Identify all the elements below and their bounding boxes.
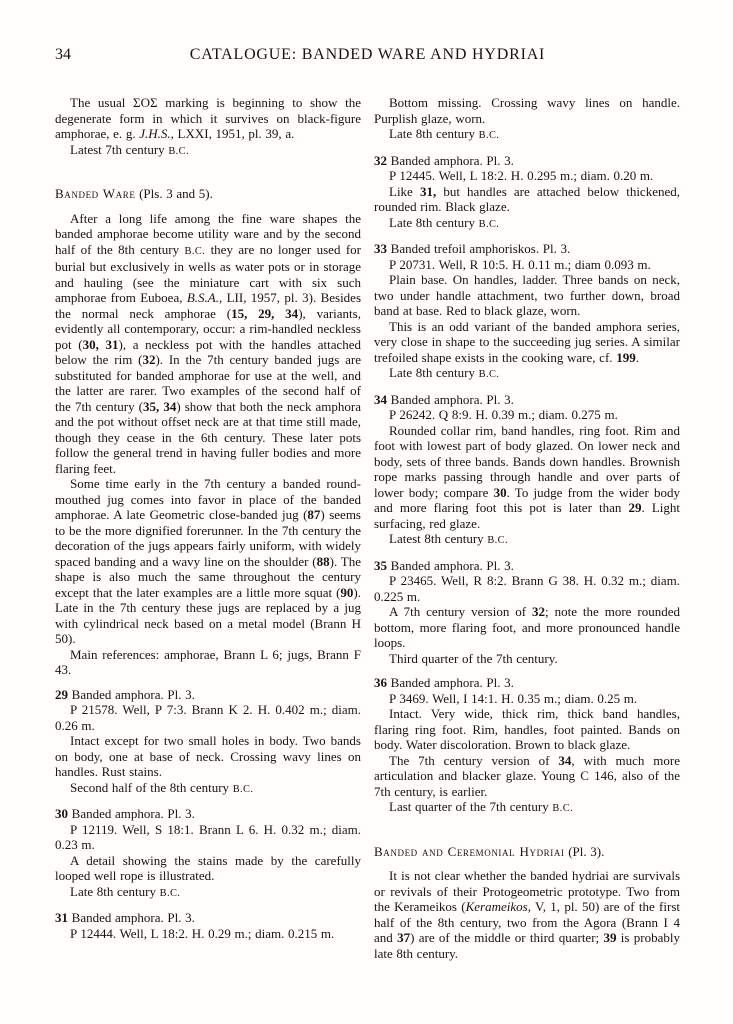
text-segment: ). The shape is also much the same throughout the century except that the later examples are a little more squat (	[55, 553, 361, 600]
text-segment: (Pl. 3).	[564, 843, 605, 859]
paragraph	[374, 604, 680, 651]
text-segment: A 7th century version of	[389, 604, 533, 619]
text-segment: P 20731. Well, R 10:5. H. 0.11 m.; diam 0.093 m.	[389, 256, 651, 272]
paragraph	[374, 423, 680, 532]
text-segment: A detail showing the stains made by the carefully looped well rope is illustrated.	[55, 852, 361, 883]
entry-heading	[55, 910, 361, 926]
section-heading	[374, 844, 680, 860]
paragraph	[374, 753, 680, 800]
text-segment: . Light surfacing, red glaze.	[374, 500, 680, 531]
paragraph	[55, 822, 361, 853]
paragraph	[374, 319, 680, 366]
paragraph	[374, 257, 680, 273]
text-segment: 29	[628, 500, 642, 515]
text-segment: The usual ΣΟΣ marking is beginning to show the degenerate form in which it survives on black-figure amphorae, e. g.	[55, 95, 361, 141]
text-segment: Latest 8th century	[389, 531, 488, 546]
page-title: CATALOGUE: BANDED WARE AND HYDRIAI	[189, 46, 546, 63]
text-segment: 37	[397, 930, 411, 945]
entry-heading	[374, 392, 680, 408]
text-segment: Banded amphora. Pl. 3.	[387, 557, 514, 573]
text-segment: The 7th century version of	[389, 752, 559, 768]
text-segment: 29	[55, 686, 68, 702]
text-segment: P 12444. Well, L 18:2. H. 0.29 m.; diam. 0.215 m.	[70, 925, 335, 941]
paragraph	[374, 799, 680, 817]
text-segment: but handles are attached below thickened, rounded rim. Black glaze.	[374, 183, 680, 214]
text-segment: B.C.	[478, 369, 500, 380]
text-segment: Last quarter of the 7th century	[389, 799, 553, 814]
paragraph	[55, 884, 361, 902]
text-segment: It is not clear whether the banded hydriai are survivals or revivals of their Protogeometric prototype. Two from the Kerameikos (	[374, 868, 680, 914]
text-segment: Second half of the 8th century	[70, 779, 233, 795]
text-segment: P 12119. Well, S 18:1. Brann L 6. H. 0.32 m.; diam. 0.23 m.	[55, 821, 361, 852]
paragraph	[55, 780, 361, 798]
text-segment: This is an odd variant of the banded amphora series, very close in shape to the succeeding jug series. A similar trefoiled shape exists in the cooking ware, cf.	[374, 318, 680, 365]
paragraph	[374, 184, 680, 215]
text-segment: ), a neckless pot with the handles attached below the rim (	[55, 336, 362, 367]
text-segment: 32	[532, 604, 546, 619]
paragraph	[374, 868, 680, 961]
text-segment: B.C.	[168, 145, 189, 157]
text-segment: 33	[374, 241, 387, 256]
text-segment: Late 8th century	[389, 365, 479, 380]
text-segment: Banded amphora. Pl. 3.	[68, 910, 195, 925]
text-segment: Some time early in the 7th century a banded round-mouthed jug comes into favor in place of the banded amphorae. A late Geometric close-banded jug (	[55, 476, 361, 522]
paragraph	[374, 126, 680, 144]
text-segment: 87	[307, 507, 321, 522]
text-segment: Like	[389, 183, 420, 199]
text-segment: 34	[374, 391, 387, 407]
text-segment: ), variants, evidently all contemporary, occur: a rim-handled neckless pot (	[55, 305, 361, 352]
text-segment: , LII, 1957, pl. 3). Besides the normal neck amphorae (	[55, 290, 362, 321]
text-segment: ). In the 7th century banded jugs are substituted for banded amphorae for use at the well, and the latter are rarer. Two examples of the second half of the 7th century (	[55, 352, 362, 414]
text-segment: Banded amphora. Pl. 3.	[68, 686, 195, 702]
text-segment: Banded and Ceremonial Hydriai	[374, 843, 565, 859]
text-segment: , LXXI, 1951, pl. 39, a.	[170, 126, 295, 141]
text-segment: Bottom missing. Crossing wavy lines on handle. Purplish glaze, worn.	[374, 95, 680, 126]
text-segment: .	[635, 349, 639, 365]
paragraph	[55, 211, 361, 477]
text-segment: B.C.	[478, 130, 500, 141]
text-segment: Banded trefoil amphoriskos. Pl. 3.	[387, 241, 571, 256]
text-segment: 31	[55, 910, 68, 925]
text-segment: 39	[603, 930, 617, 945]
text-segment: P 12445. Well, L 18:2. H. 0.295 m.; diam. 0.20 m.	[389, 168, 654, 183]
text-segment: is probably late 8th century.	[374, 930, 680, 961]
entry-heading	[55, 687, 361, 703]
text-segment: Banded amphora. Pl. 3.	[387, 675, 514, 690]
section-heading	[55, 186, 361, 202]
paragraph	[55, 647, 361, 678]
paragraph	[55, 476, 361, 647]
text-segment: Kerameikos	[465, 899, 528, 914]
text-segment: 30	[493, 484, 507, 500]
text-segment: Main references: amphorae, Brann L 6; jugs, Brann F 43.	[55, 646, 361, 677]
text-segment: Banded amphora. Pl. 3.	[387, 391, 514, 407]
paragraph	[374, 651, 680, 667]
text-segment: 36	[374, 675, 387, 690]
text-segment: Banded amphora. Pl. 3.	[387, 152, 514, 168]
text-segment: 30, 31	[82, 336, 119, 352]
text-segment: Late 8th century	[389, 126, 479, 141]
text-segment: Rounded collar rim, band handles, ring foot. Rim and foot with lowest part of body glazed. On lower neck and body, sets of three bands. Bands down handles. Brownish rope marks passing through handle and over parts of lower body; compare	[374, 422, 680, 500]
text-segment: B.C.	[159, 887, 181, 899]
text-segment: Third quarter of the 7th century.	[389, 650, 558, 666]
text-segment: Late 8th century	[70, 883, 160, 899]
text-segment: Late 8th century	[389, 214, 479, 230]
paragraph	[55, 142, 361, 160]
text-segment: ) are of the middle or third quarter;	[410, 930, 604, 945]
text-segment: 31,	[419, 183, 437, 199]
text-segment: , V, 1, pl. 50) are of the first half of the 8th century, two from the Agora (Brann I 4 and	[374, 899, 680, 945]
paragraph	[374, 215, 680, 233]
text-segment: B.C.	[478, 218, 500, 230]
text-segment: Intact except for two small holes in body. Two bands on body, one at base of neck. Crossing wavy lines on handles. Rust stains.	[55, 733, 361, 779]
text-segment: 32	[142, 352, 156, 367]
text-segment: B.S.A.	[186, 290, 219, 305]
text-segment: (Pls. 3 and 5).	[135, 186, 213, 201]
paragraph	[374, 95, 680, 126]
text-segment: After a long life among the fine ware shapes the banded amphorae become utility ware and by the second half of the 8th century	[55, 210, 361, 257]
text-segment: ) show that both the neck amphora and the pot without offset neck are at that time still made, though they cease in the 6th century. These later pots follow the general trend in having fuller bodies and more flaring feet.	[55, 398, 361, 476]
text-segment: P 26242. Q 8:9. H. 0.39 m.; diam. 0.275 m.	[389, 407, 618, 422]
text-columns	[55, 95, 680, 961]
entry-heading	[374, 558, 680, 574]
text-segment: . To judge from the wider body and more flaring foot this pot is later than	[374, 484, 680, 515]
paragraph	[55, 702, 361, 733]
text-segment: 199	[616, 349, 636, 365]
text-segment: P 21578. Well, P 7:3. Brann K 2. H. 0.402 m.; diam. 0.26 m.	[55, 702, 361, 733]
text-segment: they are no longer used for burial but exclusively in wells as water pots or in storage and hauling (see the miniature cart with six such amphorae from Euboea,	[55, 241, 362, 305]
paragraph	[374, 573, 680, 604]
paragraph	[374, 272, 680, 319]
text-segment: B.C.	[487, 535, 508, 546]
text-segment: P 3469. Well, I 14:1. H. 0.35 m.; diam. 0.25 m.	[389, 690, 638, 706]
text-segment: Banded Ware	[55, 186, 136, 201]
entry-heading	[374, 675, 680, 691]
text-segment: 35	[374, 557, 387, 573]
entry-heading	[374, 153, 680, 169]
text-segment: 88	[316, 553, 330, 569]
text-segment: ) seems to be the more dignified forerunner. In the 7th century the decoration of the jugs appears fairly uniform, with widely spaced banding and a wavy line on the shoulder (	[55, 507, 361, 569]
text-segment: B.C.	[184, 245, 206, 257]
text-segment: 30	[55, 806, 68, 821]
text-segment: J.H.S.	[139, 126, 171, 141]
paragraph	[55, 853, 361, 884]
text-segment: 90	[340, 584, 354, 600]
text-segment: P 23465. Well, R 8:2. Brann G 38. H. 0.32 m.; diam. 0.225 m.	[374, 573, 680, 604]
paragraph	[374, 168, 680, 184]
entry-heading	[55, 806, 361, 822]
paragraph	[374, 691, 680, 707]
text-segment: 34	[558, 752, 572, 768]
paragraph	[55, 926, 361, 942]
text-segment: Latest 7th century	[70, 141, 169, 157]
right-column	[374, 95, 680, 961]
text-segment: Intact. Very wide, thick rim, thick band handles, flaring ring foot. Rim, handles, foot painted. Bands on body. Water discoloration. Brown to black glaze.	[374, 706, 680, 752]
paragraph	[374, 531, 680, 549]
left-column	[55, 95, 361, 961]
text-segment: 32	[374, 152, 387, 168]
text-segment: B.C.	[232, 783, 254, 795]
paragraph	[374, 407, 680, 423]
paragraph	[55, 95, 361, 142]
text-segment: Banded amphora. Pl. 3.	[68, 806, 195, 821]
page-header	[55, 46, 680, 64]
paragraph	[374, 706, 680, 753]
page-number: 34	[55, 46, 71, 63]
paragraph	[55, 733, 361, 780]
text-segment: 15, 29, 34	[231, 305, 299, 321]
text-segment: ; note the more rounded bottom, more flaring foot, and more pronounced handle loops.	[374, 604, 680, 650]
text-segment: , with much more articulation and blacker glaze. Young C 146, also of the 7th century, is earlier.	[374, 752, 681, 799]
entry-heading	[374, 241, 680, 257]
text-segment: 35, 34	[143, 398, 177, 414]
text-segment: ). Late in the 7th century these jugs are replaced by a jug with cylindrical neck based on a metal model (Brann H 50).	[55, 584, 361, 646]
paragraph	[374, 365, 680, 383]
text-segment: Plain base. On handles, ladder. Three bands on neck, two under handle attachment, two further down, broad band at base. Red to black glaze, worn.	[374, 272, 680, 318]
text-segment: B.C.	[552, 803, 574, 814]
